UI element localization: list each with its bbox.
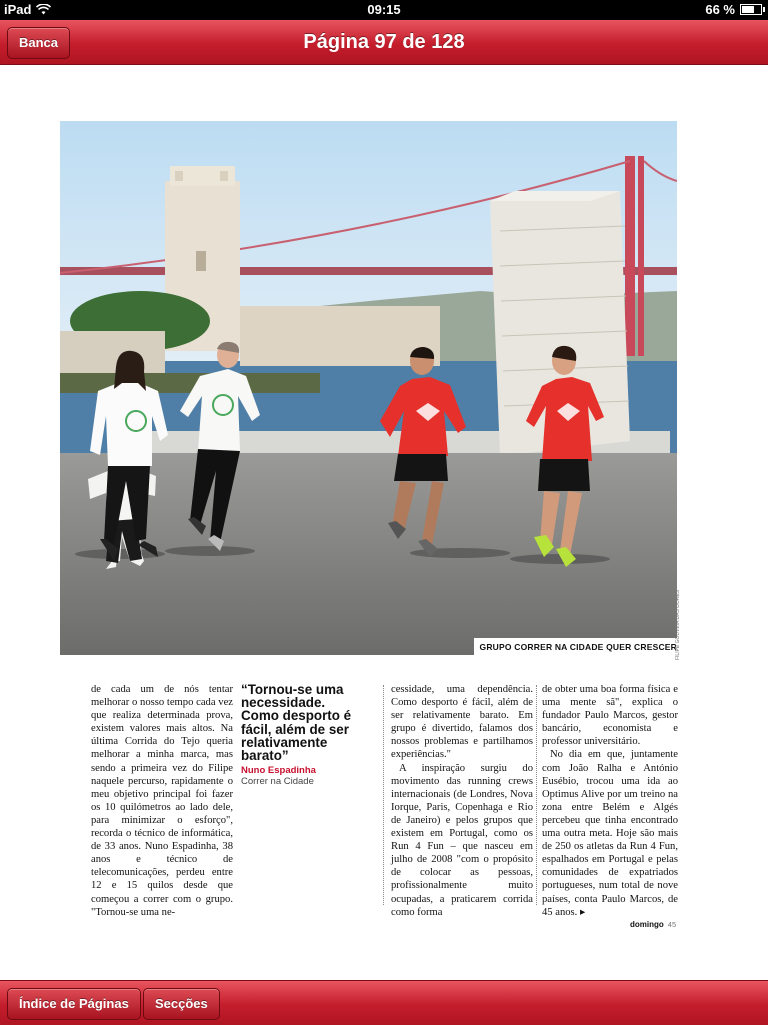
pull-quote-role: Correr na Cidade: [241, 776, 314, 788]
photo-credit: FILIPE GOUVEIA DAS DORES: [675, 590, 681, 661]
top-navigation-bar: [0, 20, 768, 65]
runners-photo: [60, 121, 677, 655]
page-title: Página 97 de 128: [303, 31, 465, 53]
battery-status: [705, 2, 762, 17]
photo-caption: GRUPO CORRER NA CIDADE QUER CRESCER: [474, 638, 677, 655]
column-divider: [536, 685, 537, 905]
column-divider: [383, 685, 384, 905]
article-column-4: [542, 683, 678, 919]
pull-quote: [241, 683, 356, 787]
pull-quote-author: Nuno Espadinha: [241, 765, 316, 777]
page-folio: [630, 920, 676, 929]
paragraph: de cada um de nós tentar melhorar o nosso tempo cada vez que realiza determinada prova, existem valores mais altos. Na última Corrida do Tejo queria melhorar a minha marca, mas sendo a primeira vez do Filipe naquele percurso, rapidamente o meu objetivo principal foi fazer os 10 quilómetros ao lado dele, para minimizar o esforço", recorda o técnico de informática, de 33 anos. Nuno Espadinha, 38 anos e técnico de telecomunicações, perdeu entre 12 e 15 quilos desde que começou a correr com o grupo. "Tornou-se uma ne-: [91, 684, 233, 918]
article-column-1: [91, 683, 233, 919]
clock: 09:15: [367, 2, 401, 17]
pull-quote-text: “Tornou-se uma necessidade. Como desporto é fácil, além de ser relativamente barato”: [241, 682, 352, 764]
folio-brand: domingo: [630, 920, 664, 929]
battery-icon: [740, 4, 762, 15]
carrier-label: iPad: [4, 2, 32, 17]
paragraph: A inspiração surgiu do movimento das running crews internacionais (de Londres, Nova Iorque, Paris, Copenhaga e Rio de Janeiro) e pelos grupos que existem em Portugal, como os Run 4 Fun – que nasceu em julho de 2008 "com o propósito de colocar as pessoas, profissionalmente muito ocupadas, a praticarem corrida como forma: [391, 762, 533, 918]
battery-percent: 66 %: [705, 2, 735, 17]
paragraph: de obter uma boa forma física e uma mente sã", explica o fundador Paulo Marcos, gestor bancário, economista e professor universitário.: [542, 684, 678, 748]
article-column-3: [391, 683, 533, 919]
banca-button[interactable]: Banca: [7, 27, 70, 59]
page-index-button[interactable]: Índice de Páginas: [7, 988, 141, 1020]
sections-button[interactable]: Secções: [143, 988, 220, 1020]
article-photo: [60, 121, 677, 655]
paragraph: No dia em que, juntamente com João Ralha e António Eusébio, trocou uma ida ao Optimus Alive por um treino na zona entre Belém e Algés percebeu que tinha encontrado uma outra meta. Hoje são mais de 250 os atletas da Run 4 Fun, espalhados em Portugal e pelas comunidades de expatriados portugueses, num total de nove países, conta Paulo Marcos, de 45 anos. ▸: [542, 749, 678, 918]
paragraph: cessidade, uma dependência. Como desporto é fácil, além de ser relativamente barato. Em grupo é divertido, falamos dos nossos problemas e partilhamos experiências.": [391, 684, 533, 761]
folio-page-number: 45: [667, 920, 677, 929]
bottom-toolbar: [0, 980, 768, 1025]
status-bar: [0, 0, 768, 20]
